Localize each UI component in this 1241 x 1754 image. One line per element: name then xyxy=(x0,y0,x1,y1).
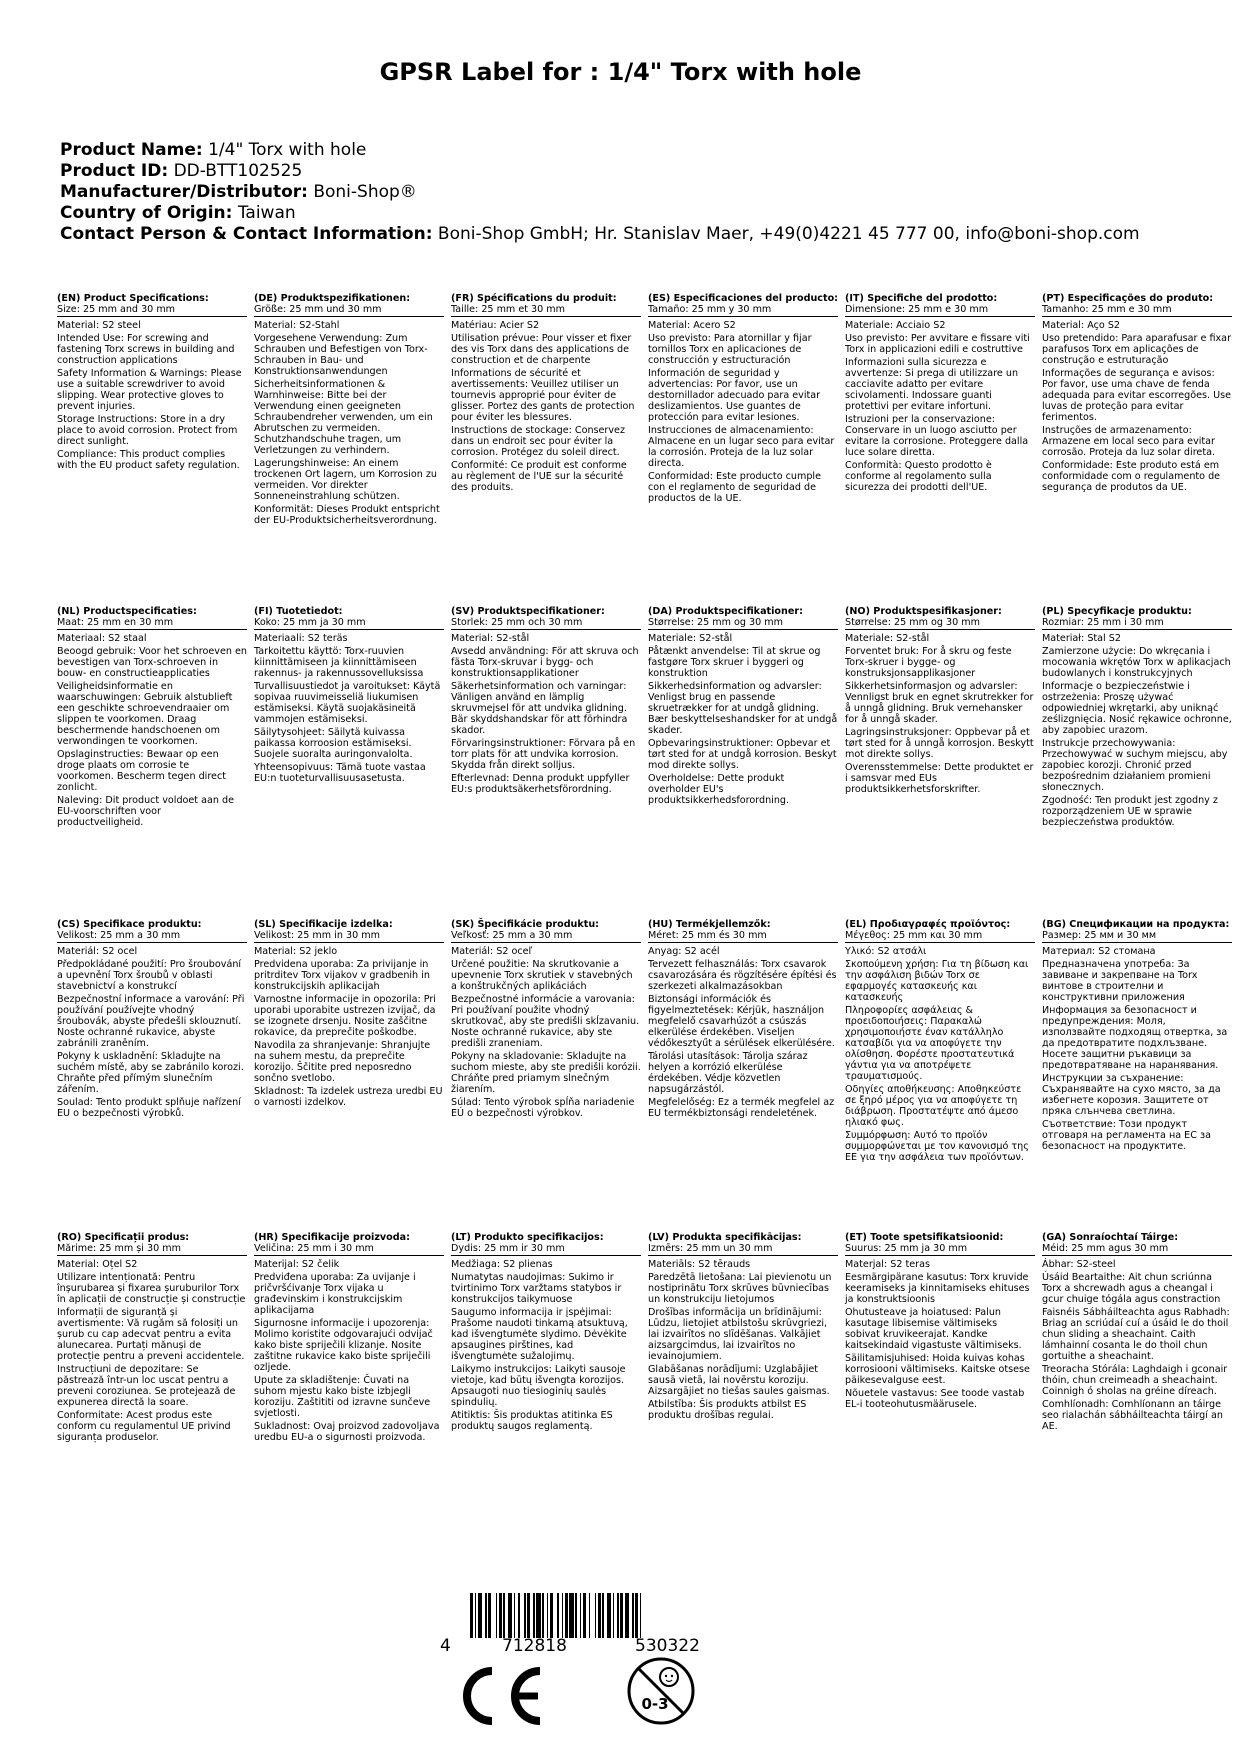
spec-paragraph: Eesmärgipärane kasutus: Torx kruvide keeramiseks ja kinnitamiseks ehituses ja konstruktsioonis xyxy=(845,1272,1030,1305)
spec-paragraph: Velikost: 25 mm a 30 mm xyxy=(57,930,247,943)
spec-paragraph: Størrelse: 25 mm og 30 mm xyxy=(845,617,1035,630)
spec-paragraph: Informações de segurança e avisos: Por favor, use uma chave de fenda adequada para evitar escorregões. Use luvas de proteção para evitar ferimentos. xyxy=(1042,368,1231,423)
spec-paragraph: Размер: 25 мм и 30 мм xyxy=(1042,930,1232,943)
spec-block-hu xyxy=(648,919,838,1121)
spec-paragraph: Informazioni sulla sicurezza e avvertenze: Si prega di utilizzare un cacciavite adatto per evitare scivolamenti. Indossare guanti protettivi per evitare infortuni. xyxy=(845,357,1019,412)
spec-paragraph: Instrukcje przechowywania: Przechowywać w suchym miejscu, aby zapobiec korozji. Chronić przed bezpośrednim działaniem promieni słonecznych. xyxy=(1042,738,1228,793)
spec-heading: (PL) Specyfikacje produktu: xyxy=(1042,606,1192,617)
spec-heading: (RO) Specificații produs: xyxy=(57,1232,190,1243)
origin-label: Country of Origin: xyxy=(60,203,233,223)
origin-value: Taiwan xyxy=(237,203,296,223)
spec-block-sk xyxy=(451,919,641,1121)
spec-paragraph: Uso previsto: Per avvitare e fissare viti Torx in applicazioni edili e costruttive xyxy=(845,333,1030,355)
spec-paragraph: Tamaño: 25 mm y 30 mm xyxy=(648,304,838,317)
spec-block-et xyxy=(845,1232,1035,1412)
spec-paragraph: Material: S2-stål xyxy=(451,633,530,644)
spec-paragraph: Storage Instructions: Store in a dry place to avoid corrosion. Protect from direct sunlight. xyxy=(57,414,238,447)
spec-paragraph: Συμμόρφωση: Αυτό το προϊόν συμμορφώνεται με τον κανονισμό της ΕΕ για την ασφάλεια των προϊόντων. xyxy=(845,1130,1029,1163)
language-row xyxy=(57,606,1237,906)
spec-paragraph: Úsáid Beartaithe: Ait chun scriúnna Torx a shcrewadh agus a cheangal i gcur chuige tógála agus constraction xyxy=(1042,1272,1221,1305)
spec-block-pl xyxy=(1042,606,1232,830)
spec-heading: (FR) Spécifications du produit: xyxy=(451,293,617,304)
age-warning-icon xyxy=(625,1655,697,1731)
spec-paragraph: Instrucciones de almacenamiento: Almacene en un lugar seco para evitar la corrosión. Proteja de la luz solar directa. xyxy=(648,425,835,469)
spec-paragraph: Conformità: Questo prodotto è conforme al regolamento sulla sicurezza dei prodotti dell'UE. xyxy=(845,460,992,493)
spec-heading: (NO) Produktspesifikasjoner: xyxy=(845,606,1002,617)
spec-paragraph: Velikost: 25 mm in 30 mm xyxy=(254,930,444,943)
spec-paragraph: Koko: 25 mm ja 30 mm xyxy=(254,617,444,630)
spec-paragraph: Materjal: S2 teras xyxy=(845,1259,930,1270)
spec-paragraph: Megfelelőség: Ez a termék megfelel az EU termékbiztonsági rendeletének. xyxy=(648,1097,835,1119)
spec-paragraph: Skladnost: Ta izdelek ustreza uredbi EU o varnosti izdelkov. xyxy=(254,1086,443,1108)
spec-paragraph: Sigurnosne informacije i upozorenja: Molimo koristite odgovarajući odvijač kako biste spriječili klizanje. Nosite zaštitne rukavice kako biste spriječili ozljede. xyxy=(254,1318,433,1373)
spec-paragraph: Materiał: Stal S2 xyxy=(1042,633,1121,644)
spec-block-sl xyxy=(254,919,444,1110)
spec-paragraph: Tervezett felhasználás: Torx csavarok csavarozására és rögzítésére építési és szerkezeti alkalmazásokban xyxy=(648,959,837,992)
spec-paragraph: Conformidad: Este producto cumple con el reglamento de seguridad de productos de la UE. xyxy=(648,471,821,504)
spec-paragraph: Navodila za shranjevanje: Shranjujte na suhem mestu, da preprečite korozijo. Ščitite pred neposredno sončno svetlobo. xyxy=(254,1040,431,1084)
spec-paragraph: Påtænkt anvendelse: Til at skrue og fastgøre Torx skruer i byggeri og konstruktion xyxy=(648,646,821,679)
spec-paragraph: Veličina: 25 mm i 30 mm xyxy=(254,1243,444,1256)
spec-paragraph: Lagerungshinweise: An einem trockenen Ort lagern, um Korrosion zu vermeiden. Vor direkter Sonneneinstrahlung schützen. xyxy=(254,458,437,502)
spec-paragraph: Veľkosť: 25 mm a 30 mm xyxy=(451,930,641,943)
manufacturer-label: Manufacturer/Distributor: xyxy=(60,182,308,202)
spec-block-it xyxy=(845,293,1035,495)
spec-paragraph: Comhlíonadh: Comhlíonann an táirge seo rialachán sábháilteachta táirgí an AE. xyxy=(1042,1399,1223,1432)
spec-paragraph: Nõuetele vastavus: See toode vastab EL-i tooteohutusmäärusele. xyxy=(845,1388,1025,1410)
spec-paragraph: Efterlevnad: Denna produkt uppfyller EU:s produktsäkerhetsförordning. xyxy=(451,773,630,795)
spec-paragraph: Súlad: Tento výrobok spĺňa nariadenie EÚ o bezpečnosti výrobkov. xyxy=(451,1097,635,1119)
spec-paragraph: Konformität: Dieses Produkt entspricht der EU-Produktsicherheitsverordnung. xyxy=(254,504,440,526)
language-row xyxy=(57,293,1237,593)
spec-paragraph: Atbilstība: Šis produkts atbilst ES produktu drošības regulai. xyxy=(648,1399,807,1421)
spec-paragraph: Glabāšanas norādījumi: Uzglabājiet sausā vietā, lai novērstu koroziju. Aizsargājiet no tiešas saules gaismas. xyxy=(648,1364,830,1397)
spec-paragraph: Material: Oțel S2 xyxy=(57,1259,138,1270)
spec-paragraph: Soulad: Tento produkt splňuje nařízení EU o bezpečnosti výrobků. xyxy=(57,1097,241,1119)
spec-paragraph: Pokyny na skladovanie: Skladujte na suchom mieste, aby ste predišli korózii. Chráňte pred priamym slnečným žiarením. xyxy=(451,1051,641,1095)
spec-paragraph: Größe: 25 mm und 30 mm xyxy=(254,304,444,317)
contact-value: Boni-Shop GmbH; Hr. Stanislav Maer, +49(0)4221 45 777 00, info@boni-shop.com xyxy=(437,224,1140,244)
spec-paragraph: Utilisation prévue: Pour visser et fixer des vis Torx dans des applications de construction et de charpente xyxy=(451,333,632,366)
spec-paragraph: Zamierzone użycie: Do wkręcania i mocowania wkrętów Torx w aplikacjach budowlanych i konstrukcyjnych xyxy=(1042,646,1231,679)
spec-paragraph: Opbevaringsinstruktioner: Opbevar et tørt sted for at undgå korrosion. Beskyt mod direkte sollys. xyxy=(648,738,837,771)
spec-paragraph: Material: S2 steel xyxy=(57,320,141,331)
spec-paragraph: Matériau: Acier S2 xyxy=(451,320,540,331)
spec-paragraph: Υλικό: S2 ατσάλι xyxy=(845,946,927,957)
age-warning-label: 0-3 xyxy=(641,1695,669,1713)
spec-heading: (NL) Productspecificaties: xyxy=(57,606,197,617)
spec-paragraph: Předpokládané použití: Pro šroubování a upevnění Torx šroubů v oblasti stavebnictví a konstrukcí xyxy=(57,959,242,992)
language-row xyxy=(57,1232,1237,1532)
spec-paragraph: Rozmiar: 25 mm i 30 mm xyxy=(1042,617,1232,630)
spec-block-de xyxy=(254,293,444,528)
spec-paragraph: Anyag: S2 acél xyxy=(648,946,720,957)
spec-paragraph: Πληροφορίες ασφάλειας & προειδοποιήσεις: Παρακαλώ χρησιμοποιήστε έναν κατάλληλο κατσαβίδι για να αποφύγετε την ολίσθηση. Φορέστε προστατευτικά γάντια για να αποτρέψετε τραυματισμούς. xyxy=(845,1005,1015,1082)
spec-paragraph: Upute za skladištenje: Čuvati na suhom mjestu kako biste izbjegli koroziju. Zaštititi od izravne sunčeve svjetlosti. xyxy=(254,1375,431,1419)
product-id-row xyxy=(60,161,1210,182)
spec-paragraph: Istruzioni per la conservazione: Conservare in un luogo asciutto per evitare la corrosione. Proteggere dalla luce solare diretta. xyxy=(845,414,1029,458)
spec-paragraph: Инструкции за съхранение: Съхранявайте на сухо място, за да избегнете корозия. Защитете от пряка слънчева светлина. xyxy=(1042,1073,1221,1117)
barcode-bar xyxy=(641,1593,644,1638)
contact-row xyxy=(60,224,1210,245)
manufacturer-row xyxy=(60,182,1210,203)
spec-paragraph: Materiale: S2-stål xyxy=(648,633,733,644)
spec-paragraph: Beoogd gebruik: Voor het schroeven en bevestigen van Torx-schroeven in bouw- en constructieapplicaties xyxy=(57,646,247,679)
spec-paragraph: Suurus: 25 mm ja 30 mm xyxy=(845,1243,1035,1256)
spec-heading: (SL) Specifikacije izdelka: xyxy=(254,919,393,930)
origin-row xyxy=(60,203,1210,224)
spec-paragraph: Bezpečnostné informácie a varovania: Pri používaní použite vhodný skrutkovač, aby ste predišli skĺzavaniu. Noste ochranné rukavice, aby ste predišli zraneniam. xyxy=(451,994,640,1049)
spec-heading: (LT) Produkto specifikacijos: xyxy=(451,1232,604,1243)
spec-block-lv xyxy=(648,1232,838,1423)
spec-paragraph: Varnostne informacije in opozorila: Pri uporabi uporabite ustrezen izvijač, da se izognete drsenju. Nosite zaščitne rokavice, da preprečite poškodbe. xyxy=(254,994,436,1038)
spec-paragraph: Tárolási utasítások: Tárolja száraz helyen a korrózió elkerülése érdekében. Védje közvetlen napsugárzástól. xyxy=(648,1051,808,1095)
spec-paragraph: Saugumo informacija ir įspėjimai: Prašome naudoti tinkamą atsuktuvą, kad išvengtumėte slydimo. Dėvėkite apsaugines pirštines, kad išvengtumėte sužalojimų. xyxy=(451,1307,628,1362)
spec-heading: (FI) Tuotetiedot: xyxy=(254,606,343,617)
spec-paragraph: Určené použitie: Na skrutkovanie a upevnenie Torx skrutiek v stavebných a konštrukčných aplikáciách xyxy=(451,959,633,992)
spec-paragraph: Sikkerhetsinformasjon og advarsler: Vennligst bruk en egnet skrutrekker for å unngå glidning. Bruk vernehansker for å unngå skader. xyxy=(845,681,1034,725)
spec-block-hr xyxy=(254,1232,444,1445)
spec-paragraph: Material: S2-Stahl xyxy=(254,320,340,331)
spec-paragraph: Förvaringsinstruktioner: Förvara på en torr plats för att undvika korrosion. Skydda från direkt solljus. xyxy=(451,738,636,771)
spec-paragraph: Informații de siguranță și avertismente: Vă rugăm să folosiți un șurub cu cap adecvat pentru a evita alunecarea. Purtați mănuși de protecție pentru a preveni accidentele. xyxy=(57,1307,245,1362)
spec-heading: (PT) Especificações do produto: xyxy=(1042,293,1214,304)
spec-paragraph: Predviđena uporaba: Za uvijanje i pričvršćivanje Torx vijaka u građevinskim i konstrukcijskim aplikacijama xyxy=(254,1272,416,1316)
ce-mark-icon xyxy=(455,1665,545,1731)
spec-paragraph: Uso pretendido: Para aparafusar e fixar parafusos Torx em aplicações de construção e estruturação xyxy=(1042,333,1232,366)
barcode-lead-digit: 4 xyxy=(440,1636,451,1656)
spec-heading: (DE) Produktspezifikationen: xyxy=(254,293,411,304)
spec-paragraph: Mărime: 25 mm și 30 mm xyxy=(57,1243,247,1256)
product-id-label: Product ID: xyxy=(60,161,169,181)
barcode-bars xyxy=(470,1593,740,1638)
spec-paragraph: Biztonsági információk és figyelmeztetések: Kérjük, használjon megfelelő csavarhúzót a csúszás elkerülése érdekében. Viseljen védőkesztyűt a sérülések elkerülésére. xyxy=(648,994,835,1049)
contact-label: Contact Person & Contact Information: xyxy=(60,224,433,244)
spec-paragraph: Uso previsto: Para atornillar y fijar tornillos Torx en aplicaciones de construcción y estructuración xyxy=(648,333,812,366)
spec-block-en xyxy=(57,293,247,473)
spec-paragraph: Overholdelse: Dette produkt overholder EU's produktsikkerhedsforordning. xyxy=(648,773,790,806)
language-row xyxy=(57,919,1237,1219)
spec-paragraph: Conformitate: Acest produs este conform cu regulamentul UE privind siguranța produselor. xyxy=(57,1410,231,1443)
spec-paragraph: Tarkoitettu käyttö: Torx-ruuvien kiinnittämiseen ja kiinnittämiseen rakennus- ja rakennussovelluksissa xyxy=(254,646,424,679)
spec-paragraph: Sukladnost: Ovaj proizvod zadovoljava uredbu EU-a o sigurnosti proizvoda. xyxy=(254,1421,440,1443)
spec-paragraph: Intended Use: For screwing and fastening Torx screws in building and construction applications xyxy=(57,333,235,366)
spec-block-ga xyxy=(1042,1232,1232,1434)
spec-heading: (ET) Toote spetsifikatsioonid: xyxy=(845,1232,1004,1243)
spec-paragraph: Safety Information & Warnings: Please use a suitable screwdriver to avoid slipping. Wear protective gloves to prevent injuries. xyxy=(57,368,242,412)
barcode-group-1: 712818 xyxy=(502,1636,567,1656)
spec-paragraph: Zgodność: Ten produkt jest zgodny z rozporządzeniem UE w sprawie bezpieczeństwa produktów. xyxy=(1042,795,1218,828)
spec-paragraph: Medžiaga: S2 plienas xyxy=(451,1259,553,1270)
spec-block-fr xyxy=(451,293,641,495)
spec-paragraph: Predvidena uporaba: Za privijanje in pritrditev Torx vijakov v gradbenih in konstrukcijskih aplikacijah xyxy=(254,959,430,992)
spec-paragraph: Opslaginstructies: Bewaar op een droge plaats om corrosie te voorkomen. Bescherm tegen direct zonlicht. xyxy=(57,749,226,793)
spec-paragraph: Materiaal: S2 staal xyxy=(57,633,147,644)
spec-paragraph: Materiale: Acciaio S2 xyxy=(845,320,946,331)
spec-heading: (BG) Спецификации на продукта: xyxy=(1042,919,1230,930)
spec-paragraph: Ohutusteave ja hoiatused: Palun kasutage libisemise vältimiseks sobivat kruvikeerajat. Kandke kaitsekindaid vigastuste vältimiseks. xyxy=(845,1307,1022,1351)
product-id-value: DD-BTT102525 xyxy=(173,161,303,181)
spec-paragraph: Maat: 25 mm en 30 mm xyxy=(57,617,247,630)
spec-paragraph: Informations de sécurité et avertissements: Veuillez utiliser un tournevis approprié pour éviter de glisser. Portez des gants de protection pour éviter les blessures. xyxy=(451,368,635,423)
spec-paragraph: Atitiktis: Šis produktas atitinka ES produktų saugos reglamentą. xyxy=(451,1410,613,1432)
spec-paragraph: Paredzētā lietošana: Lai pievienotu un nostiprinātu Torx skrūves būvniecības un konstrukciju lietojumos xyxy=(648,1272,832,1305)
product-name-row xyxy=(60,140,1210,161)
spec-paragraph: Dimensione: 25 mm e 30 mm xyxy=(845,304,1035,317)
spec-heading: (HU) Termékjellemzők: xyxy=(648,919,771,930)
product-name-label: Product Name: xyxy=(60,140,203,160)
spec-paragraph: Turvallisuustiedot ja varoitukset: Käytä sopivaa ruuvimeisseliä liukumisen estämiseksi. Käytä suojakäsineitä vammojen estämiseksi. xyxy=(254,681,441,725)
spec-block-fi xyxy=(254,606,444,786)
spec-paragraph: Säkerhetsinformation och varningar: Vänligen använd en lämplig skruvmejsel för att undvika glidning. Bär skyddshandskar för att förhindra skador. xyxy=(451,681,628,736)
spec-block-sv xyxy=(451,606,641,797)
spec-paragraph: Säilitamisjuhised: Hoida kuivas kohas korrosiooni vältimiseks. Kaitske otsese päikesevalguse eest. xyxy=(845,1353,1030,1386)
spec-heading: (EL) Προδιαγραφές προϊόντος: xyxy=(845,919,1011,930)
spec-paragraph: Material: Aço S2 xyxy=(1042,320,1121,331)
spec-heading: (SK) Špecifikácie produktu: xyxy=(451,919,600,930)
spec-paragraph: Οδηγίες αποθήκευσης: Αποθηκεύστε σε ξηρό μέρος για να αποφύγετε τη διάβρωση. Προστατέψτε από άμεσο ηλιακό φως. xyxy=(845,1084,1022,1128)
spec-heading: (ES) Especificaciones del producto: xyxy=(648,293,839,304)
spec-paragraph: Numatytas naudojimas: Sukimo ir tvirtinimo Torx varžtams statybos ir konstrukcijos taikymuose xyxy=(451,1272,622,1305)
spec-block-es xyxy=(648,293,838,506)
spec-paragraph: Naleving: Dit product voldoet aan de EU-voorschriften voor productveiligheid. xyxy=(57,795,234,828)
spec-block-nl xyxy=(57,606,247,830)
spec-paragraph: Overensstemmelse: Dette produktet er i samsvar med EUs produktsikkerhetsforskrifter. xyxy=(845,762,1034,795)
spec-paragraph: Σκοπούμενη χρήση: Για τη βίδωση και την ασφάλιση βιδών Torx σε εφαρμογές κατασκευής και κατασκευής xyxy=(845,959,1029,1003)
spec-paragraph: Yhteensopivuus: Tämä tuote vastaa EU:n tuoteturvallisuusasetusta. xyxy=(254,762,426,784)
spec-paragraph: Bezpečnostní informace a varování: Při používání používejte vhodný šroubovák, abyste předešli sklouznutí. Noste ochranné rukavice, abyste zabránili zraněním. xyxy=(57,994,245,1049)
spec-heading: (SV) Produktspecifikationer: xyxy=(451,606,605,617)
spec-paragraph: Avsedd användning: För att skruva och fästa Torx-skruvar i bygg- och konstruktionsapplikationer xyxy=(451,646,639,679)
barcode xyxy=(440,1593,760,1656)
spec-paragraph: Materiaali: S2 teräs xyxy=(254,633,348,644)
spec-paragraph: Compliance: This product complies with the EU product safety regulation. xyxy=(57,449,240,471)
spec-heading: (EN) Product Specifications: xyxy=(57,293,209,304)
manufacturer-value: Boni-Shop® xyxy=(313,182,417,202)
spec-heading: (GA) Sonraíochtaí Táirge: xyxy=(1042,1232,1179,1243)
spec-paragraph: Materiale: S2-stål xyxy=(845,633,930,644)
spec-paragraph: Instructions de stockage: Conservez dans un endroit sec pour éviter la corrosion. Protégez du soleil direct. xyxy=(451,425,625,458)
spec-paragraph: Instrucțiuni de depozitare: Se păstrează într-un loc uscat pentru a preveni coroziunea. Se protejează de expunerea directă la soare. xyxy=(57,1364,236,1408)
spec-paragraph: Ábhar: S2-steel xyxy=(1042,1259,1116,1270)
spec-block-da xyxy=(648,606,838,808)
spec-paragraph: Съответствие: Този продукт отговаря на регламента на ЕС за безопасност на продуктите. xyxy=(1042,1119,1211,1152)
spec-paragraph: Материал: S2 стомана xyxy=(1042,946,1156,957)
spec-block-lt xyxy=(451,1232,641,1434)
product-name-value: 1/4" Torx with hole xyxy=(208,140,367,160)
spec-paragraph: Storlek: 25 mm och 30 mm xyxy=(451,617,641,630)
spec-block-el xyxy=(845,919,1035,1165)
spec-paragraph: Instruções de armazenamento: Armazene em local seco para evitar corrosão. Proteja da luz solar direta. xyxy=(1042,425,1216,458)
spec-paragraph: Veiligheidsinformatie en waarschuwingen: Gebruik alstublieft een geschikte schroevendraaier om slippen te voorkomen. Draag beschermende handschoenen om verwondingen te voorkomen. xyxy=(57,681,233,747)
spec-paragraph: Sicherheitsinformationen & Warnhinweise: Bitte bei der Verwendung einen geeigneten Schraubendreher verwenden, um ein Abrutschen zu vermeiden. Schutzhandschuhe tragen, um Verletzungen zu verhindern. xyxy=(254,379,433,456)
spec-paragraph: Laikymo instrukcijos: Laikyti sausoje vietoje, kad būtų išvengta korozijos. Apsaugoti nuo tiesioginių saulės spindulių. xyxy=(451,1364,626,1408)
product-info xyxy=(60,140,1210,245)
spec-paragraph: Dydis: 25 mm ir 30 mm xyxy=(451,1243,641,1256)
spec-paragraph: Méid: 25 mm agus 30 mm xyxy=(1042,1243,1232,1256)
spec-block-pt xyxy=(1042,293,1232,495)
spec-heading: (IT) Specifiche del prodotto: xyxy=(845,293,998,304)
spec-paragraph: Utilizare intenționată: Pentru înșurubarea și fixarea șuruburilor Torx în aplicații de construcție și construcție xyxy=(57,1272,246,1305)
spec-paragraph: Material: Acero S2 xyxy=(648,320,736,331)
spec-heading: (DA) Produktspecifikationer: xyxy=(648,606,803,617)
spec-paragraph: Μέγεθος: 25 mm και 30 mm xyxy=(845,930,1035,943)
spec-paragraph: Size: 25 mm and 30 mm xyxy=(57,304,247,317)
spec-block-bg xyxy=(1042,919,1232,1154)
spec-paragraph: Conformidade: Este produto está em conformidade com o regulamento de segurança de produtos da UE. xyxy=(1042,460,1221,493)
spec-paragraph: Materiál: S2 ocel xyxy=(57,946,138,957)
spec-paragraph: Lagringsinstruksjoner: Oppbevar på et tørt sted for å unngå korrosjon. Beskytt mot direkte sollys. xyxy=(845,727,1034,760)
spec-paragraph: Treoracha Stórála: Laghdaigh i gconair thóin, chun creimeadh a sheachaint. Coinnigh ó sholas na gréine díreach. xyxy=(1042,1364,1228,1397)
spec-heading: (HR) Specifikacije proizvoda: xyxy=(254,1232,410,1243)
spec-paragraph: Faisnéis Sábháilteachta agus Rabhadh: Briag an scriúdaí cuí a úsáid le do thoil chun sliding a sheachaint. Caith lámhainní cosanta le do thoil chun gortuithe a sheachaint. xyxy=(1042,1307,1230,1362)
spec-paragraph: Material: S2 jeklo xyxy=(254,946,338,957)
spec-paragraph: Информация за безопасност и предупреждения: Моля, използвайте подходящ отвертка, за да предотвратите подхлъзване. Носете защитни ръкавици за предотвратяване на наранявания. xyxy=(1042,1005,1228,1071)
spec-paragraph: Tamanho: 25 mm e 30 mm xyxy=(1042,304,1232,317)
spec-paragraph: Informacje o bezpieczeństwie i ostrzeżenia: Proszę używać odpowiedniej wkrętarki, aby uniknąć ześlizgnięcia. Nosić rękawice ochronne, aby zapobiec urazom. xyxy=(1042,681,1232,736)
spec-heading: (CS) Specifikace produktu: xyxy=(57,919,202,930)
spec-paragraph: Izmērs: 25 mm un 30 mm xyxy=(648,1243,838,1256)
spec-paragraph: Drošības informācija un brīdinājumi: Lūdzu, lietojiet atbilstošu skrūvgriezi, lai izvairītos no slīdēšanas. Valkājiet aizsargcimdus, lai izvairītos no ievainojumiem. xyxy=(648,1307,828,1362)
spec-paragraph: Taille: 25 mm et 30 mm xyxy=(451,304,641,317)
spec-paragraph: Sikkerhedsinformation og advarsler: Venligst brug en passende skruetrækker for at undgå glidning. Bær beskyttelseshandsker for at undgå skader. xyxy=(648,681,838,736)
spec-block-cs xyxy=(57,919,247,1121)
spec-paragraph: Conformité: Ce produit est conforme au règlement de l'UE sur la sécurité des produits. xyxy=(451,460,627,493)
spec-paragraph: Materijal: S2 čelik xyxy=(254,1259,340,1270)
spec-paragraph: Forventet bruk: For å skru og feste Torx-skruer i bygge- og konstruksjonsapplikasjoner xyxy=(845,646,1012,679)
spec-paragraph: Materiál: S2 oceľ xyxy=(451,946,533,957)
spec-paragraph: Pokyny k uskladnění: Skladujte na suchém místě, aby se zabránilo korozi. Chraňte před přímým slunečním zářením. xyxy=(57,1051,244,1095)
spec-paragraph: Méret: 25 mm és 30 mm xyxy=(648,930,838,943)
spec-block-ro xyxy=(57,1232,247,1445)
barcode-group-2: 530322 xyxy=(635,1636,700,1656)
spec-paragraph: Información de seguridad y advertencias: Por favor, use un destornillador adecuado para evitar deslizamientos. Use guantes de protección para evitar lesiones. xyxy=(648,368,821,423)
spec-paragraph: Materiāls: S2 tērauds xyxy=(648,1259,751,1270)
spec-heading: (LV) Produkta specifikācijas: xyxy=(648,1232,802,1243)
spec-paragraph: Størrelse: 25 mm og 30 mm xyxy=(648,617,838,630)
spec-paragraph: Vorgesehene Verwendung: Zum Schrauben und Befestigen von Torx-Schrauben in Bau- und Konstruktionsanwendungen xyxy=(254,333,428,377)
spec-paragraph: Предназначена употреба: За завиване и закрепване на Torx винтове в строителни и конструктивни приложения xyxy=(1042,959,1198,1003)
page-title: GPSR Label for : 1/4" Torx with hole xyxy=(379,58,862,86)
spec-paragraph: Säilytysohjeet: Säilytä kuivassa paikassa korroosion estämiseksi. Suojele suoralta auringonvalolta. xyxy=(254,727,413,760)
spec-block-no xyxy=(845,606,1035,797)
